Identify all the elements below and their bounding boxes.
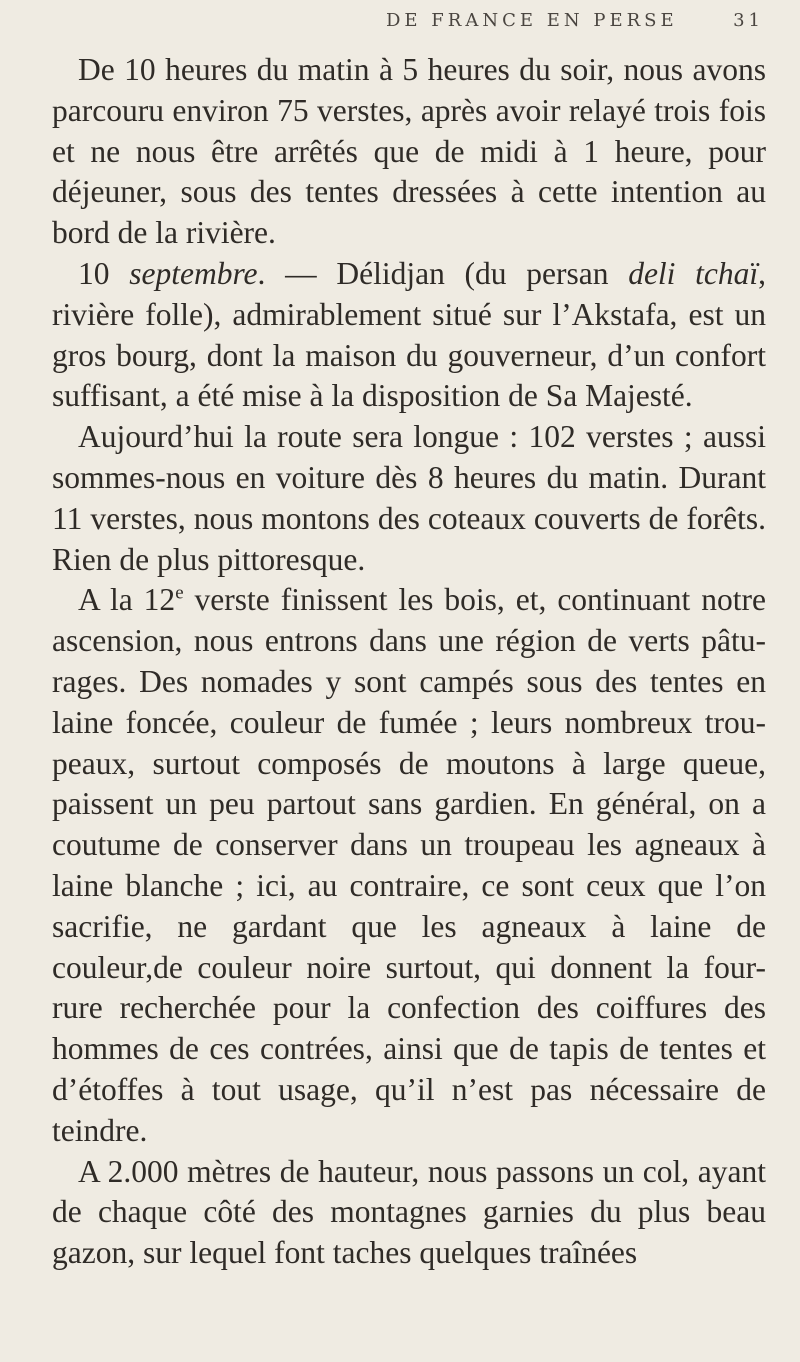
running-head (196, 6, 764, 36)
text-run: verste finissent les bois, et, continuant notre ascension, nous entrons dans une région de verts pâtu-rages. Des nomades y sont campés sous des tentes en laine foncée, couleur de fumée ; leurs nombreux trou-peaux, surtout composés de moutons à large queue, paissent un peu partout sans gardien. En général, on a coutume de conserver dans un troupeau les agneaux à laine blanche ; ici, au contraire, ce sont ceux que l’on sacrifie, ne gardant que les agneaux à laine de couleur,de couleur noire surtout, qui donnent la four-rure recherchée pour la confection des coiffures des hommes de ces contrées, ainsi que de tapis de tentes et d’étoffes à tout usage, qu’il n’est pas nécessaire de teindre. (52, 582, 766, 1148)
text-run: , rivière folle), admirablement situé sur l’Akstafa, est un gros bourg, dont la maison du gouverneur, d’un confort suffisant, a été mise à la disposition de Sa Majesté. (52, 255, 767, 414)
paragraph (52, 254, 766, 417)
text-run: 10 (78, 255, 130, 291)
paragraph (52, 50, 766, 254)
superscript-text: e (175, 582, 184, 604)
italic-text: deli tchaï (628, 255, 759, 291)
paragraph (52, 417, 766, 580)
text-run: . — Délidjan (du persan (257, 255, 629, 291)
text-run: Aujourd’hui la route sera longue : 102 verstes ; aussi sommes-nous en voiture dès 8 heures du matin. Durant 11 verstes, nous montons des coteaux couverts de forêts. Rien de plus pittoresque. (52, 419, 766, 577)
text-run: A 2.000 mètres de hauteur, nous passons un col, ayant de chaque côté des montagnes garnies du plus beau gazon, sur lequel font taches quelques traînées (52, 1153, 766, 1271)
page-number: 31 (733, 10, 764, 31)
running-title: DE FRANCE EN PERSE (386, 10, 678, 31)
text-run: A la 12 (78, 582, 176, 618)
paragraph (52, 580, 766, 1151)
paragraph (52, 1152, 766, 1274)
body-text (52, 50, 766, 1274)
italic-text: septembre (129, 255, 258, 291)
text-run: De 10 heures du matin à 5 heures du soir, nous avons parcouru environ 75 verstes, après avoir relayé trois fois et ne nous être arrêtés que de midi à 1 heure, pour déjeuner, sous des tentes dressées à cette intention au bord de la rivière. (52, 52, 766, 251)
